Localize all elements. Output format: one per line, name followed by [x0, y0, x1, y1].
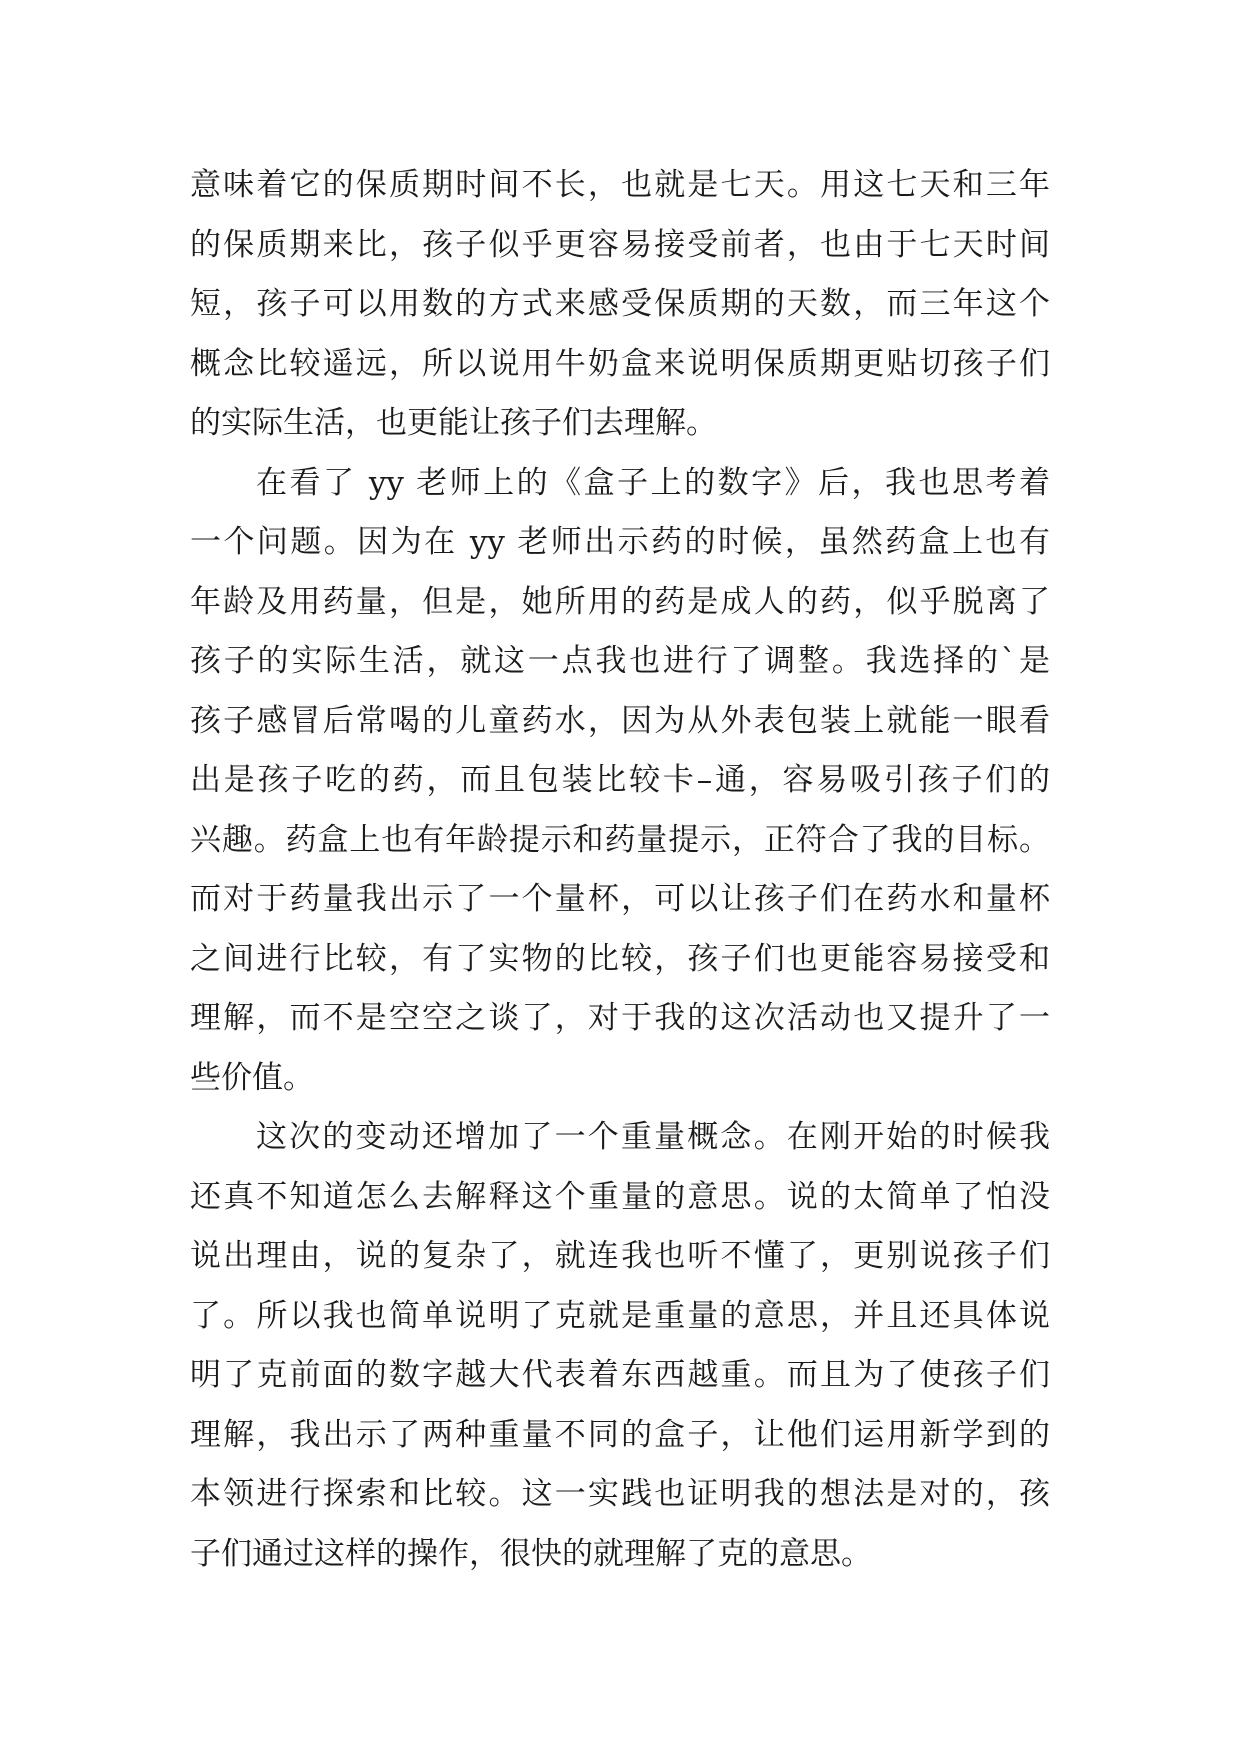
paragraph-line: 了。所以我也简单说明了克就是重量的意思，并且还具体说 [190, 1297, 1050, 1334]
paragraph-line: 些价值。 [190, 1059, 314, 1096]
paragraph-line: 还真不知道怎么去解释这个重量的意思。说的太简单了怕没 [190, 1178, 1050, 1215]
paragraph-line: 理解，而不是空空之谈了，对于我的这次活动也又提升了一 [190, 1000, 1050, 1036]
paragraph-3 [190, 1108, 1050, 1584]
paragraph-line: 而对于药量我出示了一个量杯，可以让孩子们在药水和量杯 [190, 881, 1050, 917]
paragraph-line: 一个问题。因为在 yy 老师出示药的时候，虽然药盒上也有 [190, 524, 1050, 560]
paragraph-line: 年龄及用药量，但是，她所用的药是成人的药，似乎脱离了 [190, 583, 1050, 620]
paragraph-line: 兴趣。药盒上也有年龄提示和药量提示，正符合了我的目标。 [190, 821, 1050, 858]
paragraph-line: 出是孩子吃的药，而且包装比较卡–通，容易吸引孩子们的 [190, 762, 1050, 798]
paragraph-line: 孩子的实际生活，就这一点我也进行了调整。我选择的`是 [190, 643, 1050, 679]
paragraph-2 [190, 454, 1050, 1109]
document-body [190, 156, 1050, 1584]
paragraph-1 [190, 156, 1050, 454]
paragraph-line: 孩子感冒后常喝的儿童药水，因为从外表包装上就能一眼看 [190, 702, 1050, 739]
paragraph-line: 子们通过这样的操作，很快的就理解了克的意思。 [190, 1535, 872, 1572]
paragraph-line: 的保质期来比，孩子似乎更容易接受前者，也由于七天时间 [190, 226, 1050, 263]
paragraph-line: 理解，我出示了两种重量不同的盒子，让他们运用新学到的 [190, 1416, 1050, 1453]
paragraph-line: 在看了 yy 老师上的《盒子上的数字》后，我也思考着 [256, 464, 1050, 501]
paragraph-line: 的实际生活，也更能让孩子们去理解。 [190, 405, 717, 441]
paragraph-line: 明了克前面的数字越大代表着东西越重。而且为了使孩子们 [190, 1357, 1050, 1393]
paragraph-line: 之间进行比较，有了实物的比较，孩子们也更能容易接受和 [190, 940, 1050, 977]
paragraph-line: 说出理由，说的复杂了，就连我也听不懂了，更别说孩子们 [190, 1238, 1050, 1274]
paragraph-line: 短，孩子可以用数的方式来感受保质期的天数，而三年这个 [190, 286, 1050, 322]
paragraph-line: 这次的变动还增加了一个重量概念。在刚开始的时候我 [256, 1119, 1050, 1155]
paragraph-line: 概念比较遥远，所以说用牛奶盒来说明保质期更贴切孩子们 [190, 345, 1050, 382]
paragraph-line: 本领进行探索和比较。这一实践也证明我的想法是对的，孩 [190, 1476, 1050, 1512]
paragraph-line: 意味着它的保质期时间不长，也就是七天。用这七天和三年 [190, 167, 1050, 203]
